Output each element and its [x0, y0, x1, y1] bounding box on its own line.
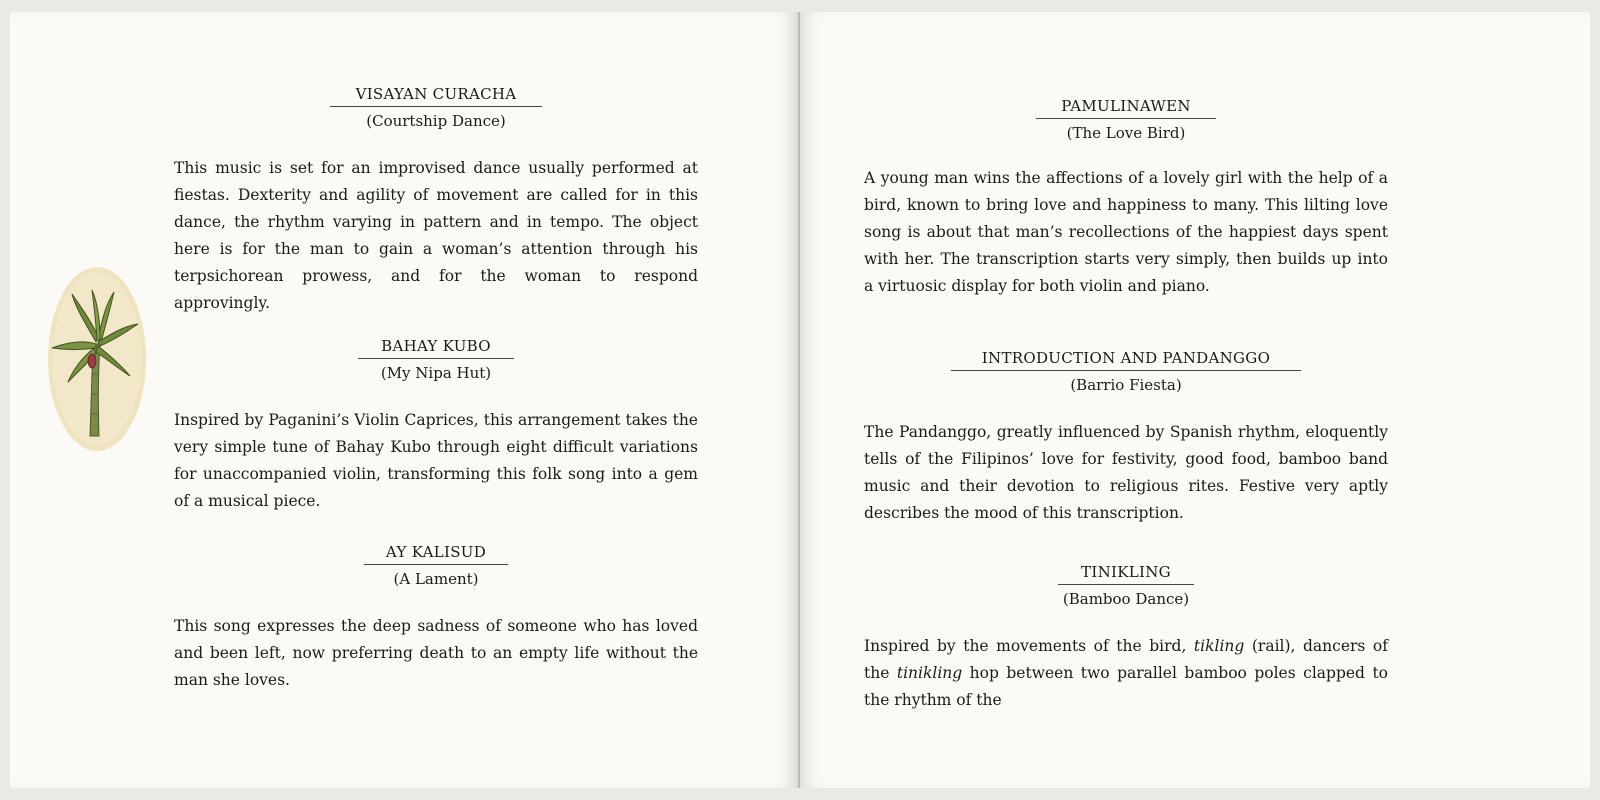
section-visayan-curacha	[174, 84, 698, 317]
section-heading: AY KALISUD	[385, 543, 487, 561]
heading-underline	[1058, 584, 1194, 585]
section-body: A young man wins the affections of a lovely girl with the help of a bird, known to bring love and happiness to many. This lilting love song is about that man’s recollections of the happiest days spent with her. The transcription starts very simply, then builds up into a virtuosic display for both violin and piano.	[864, 169, 1388, 295]
section-body: This music is set for an improvised dance usually performed at fiestas. Dexterity and agility of movement are called for in this dance, the rhythm varying in pattern and in tempo. The object here is for the man to gain a woman’s attention through his terpsichorean prowess, and for the woman to respond approvingly.	[174, 159, 698, 312]
section-body	[864, 633, 1388, 714]
section-heading: PAMULINAWEN	[1061, 97, 1191, 115]
section-body: Inspired by Paganini’s Violin Caprices, this arrangement takes the very simple tune of Bahay Kubo through eight difficult variations for unaccompanied violin, transforming this folk song into a gem of a musical piece.	[174, 411, 698, 510]
section-subheading: (My Nipa Hut)	[380, 364, 492, 382]
section-bahay-kubo	[174, 336, 698, 515]
left-page	[10, 12, 798, 788]
section-subheading: (Bamboo Dance)	[1062, 590, 1190, 608]
heading-underline	[358, 358, 514, 359]
heading-underline	[330, 106, 542, 107]
italic-term-tinikling: tinikling	[896, 664, 963, 682]
section-body: This song expresses the deep sadness of someone who has loved and been left, now preferring death to an empty life without the man she loves.	[174, 617, 698, 689]
banana-plant-illustration	[46, 264, 148, 454]
section-introduction-and-pandanggo	[864, 348, 1388, 527]
section-subheading: (The Love Bird)	[1066, 124, 1186, 142]
section-subheading: (A Lament)	[393, 570, 479, 588]
section-ay-kalisud	[174, 542, 698, 694]
section-subheading: (Courtship Dance)	[366, 112, 506, 130]
section-subheading: (Barrio Fiesta)	[1070, 376, 1182, 394]
section-pamulinawen	[864, 96, 1388, 300]
heading-underline	[364, 564, 508, 565]
section-heading: VISAYAN CURACHA	[355, 85, 517, 103]
right-page	[800, 12, 1590, 788]
body-text: (rail), dancers of the	[864, 637, 1388, 682]
section-heading: BAHAY KUBO	[381, 337, 491, 355]
heading-underline	[1036, 118, 1216, 119]
section-body: The Pandanggo, greatly influenced by Spanish rhythm, eloquently tells of the Filipinos’ love for festivity, good food, bamboo band music and their devotion to religious rites. Festive very aptly describes the mood of this transcription.	[864, 423, 1388, 522]
body-text: hop between two parallel bamboo poles clapped to the rhythm of the	[864, 664, 1388, 709]
body-text: Inspired by the movements of the bird,	[864, 637, 1194, 655]
section-heading: TINIKLING	[1081, 563, 1171, 581]
italic-term-tikling: tikling	[1193, 637, 1245, 655]
section-heading: INTRODUCTION AND PANDANGGO	[981, 349, 1271, 367]
heading-underline	[951, 370, 1301, 371]
section-tinikling	[864, 562, 1388, 714]
